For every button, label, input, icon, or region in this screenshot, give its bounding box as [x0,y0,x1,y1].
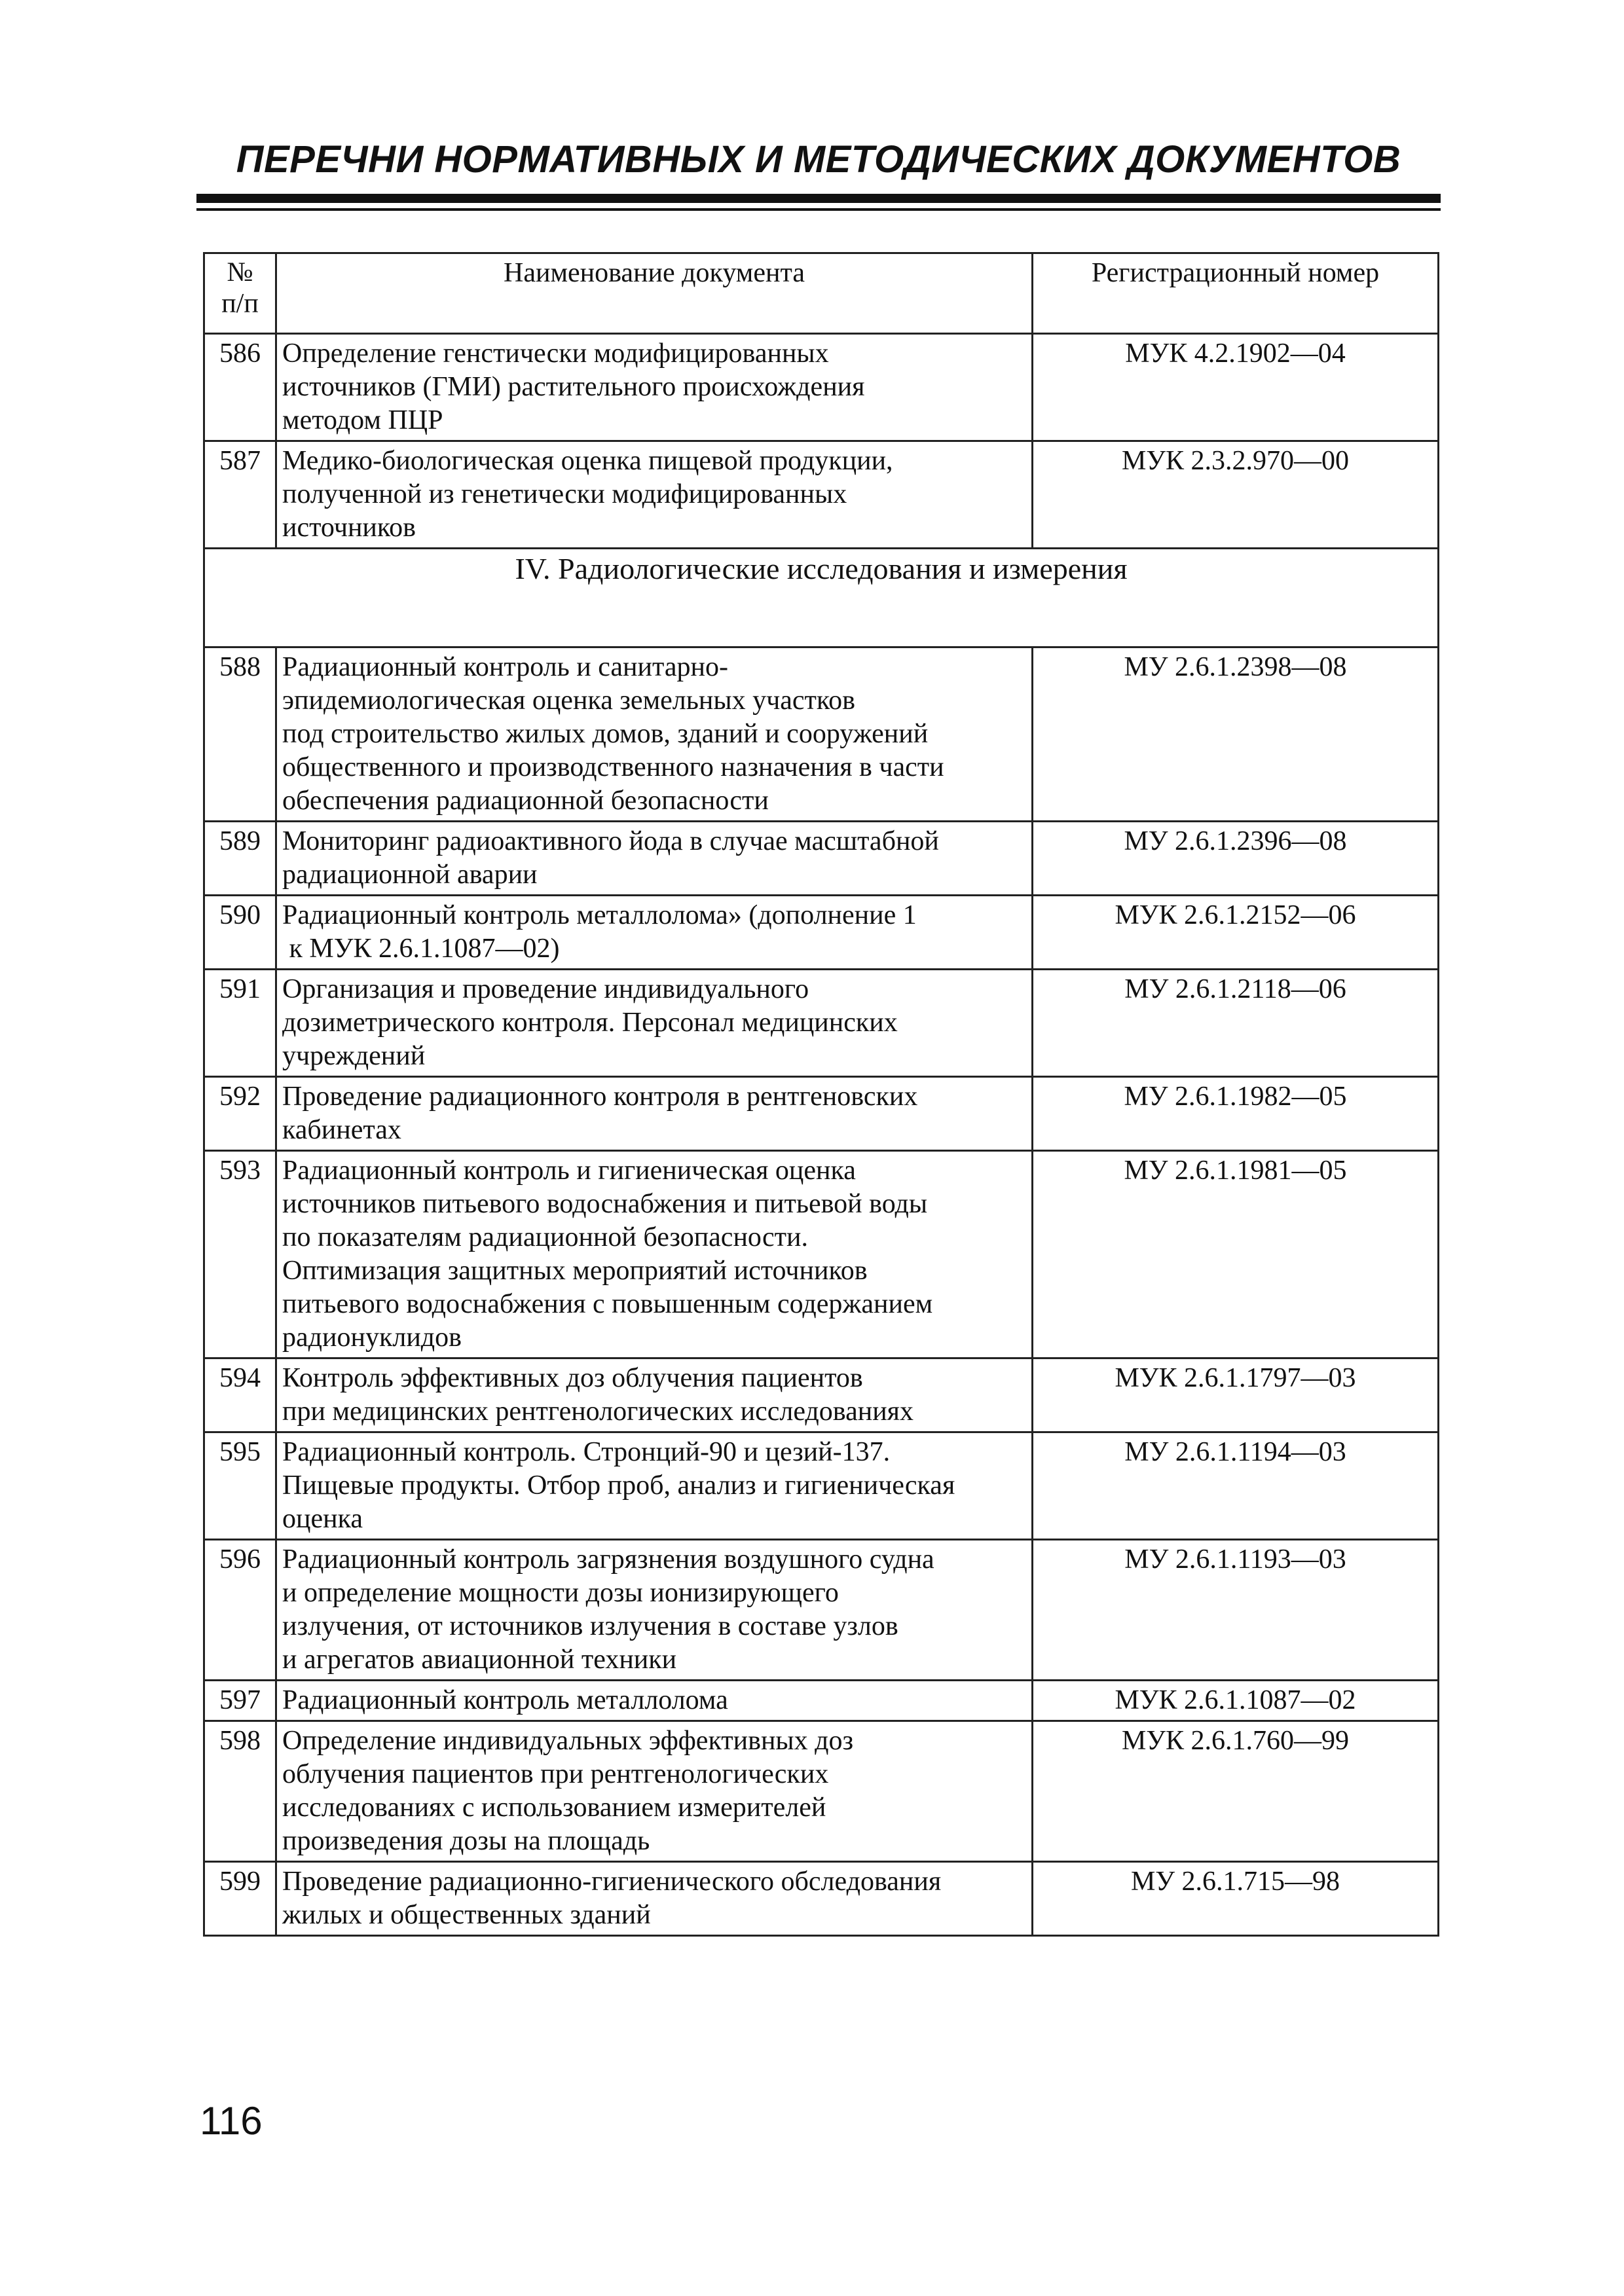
table-row [204,1862,1439,1936]
header-rule-thin [196,208,1441,211]
table-row [204,1721,1439,1862]
table-row [204,1681,1439,1721]
document-name-line: жилых и общественных зданий [282,1900,651,1930]
section-row [204,549,1439,647]
column-header-name: Наименование документа [276,253,1033,334]
document-name-line: Пищевые продукты. Отбор проб, анализ и гигиеническая [282,1470,955,1501]
document-name [276,334,1033,441]
document-name-line: Радиационный контроль и санитарно- [282,652,728,682]
document-name-line: Определение индивидуальных эффективных доз [282,1726,854,1756]
registration-number: МУК 2.6.1.1797—03 [1033,1358,1439,1432]
running-header: ПЕРЕЧНИ НОРМАТИВНЫХ И МЕТОДИЧЕСКИХ ДОКУМЕНТОВ [236,138,1401,181]
documents-table [203,252,1439,1937]
registration-number: МУ 2.6.1.2118—06 [1033,970,1439,1077]
document-name-line: при медицинских рентгенологических исследованиях [282,1396,913,1427]
table-row [204,1358,1439,1432]
column-header-number [204,253,276,334]
registration-number: МУ 2.6.1.1193—03 [1033,1540,1439,1681]
registration-number: МУК 2.6.1.760—99 [1033,1721,1439,1862]
document-name-line: полученной из генетически модифицированных [282,479,847,509]
page-number: 116 [200,2099,263,2143]
document-name-line: общественного и производственного назначения в части [282,752,944,782]
document-name-line: источников (ГМИ) растительного происхождения [282,372,865,402]
row-number: 599 [204,1862,276,1936]
document-name-line: Радиационный контроль загрязнения воздушного судна [282,1544,934,1575]
document-name-line: Контроль эффективных доз облучения пациентов [282,1363,863,1393]
table-row [204,441,1439,549]
row-number: 592 [204,1077,276,1151]
document-name-line: и агрегатов авиационной техники [282,1645,677,1675]
document-name [276,1862,1033,1936]
document-name-line: обеспечения радиационной безопасности [282,786,769,816]
table-header-row [204,253,1439,334]
section-heading: IV. Радиологические исследования и измерения [204,549,1439,647]
document-name-line: кабинетах [282,1115,401,1145]
document-name-line: источников питьевого водоснабжения и питьевой воды [282,1189,928,1219]
row-number: 595 [204,1432,276,1540]
registration-number: МУК 2.6.1.2152—06 [1033,896,1439,970]
row-number: 590 [204,896,276,970]
row-number: 598 [204,1721,276,1862]
document-name-line: Радиационный контроль металлолома [282,1685,728,1715]
column-header-number-abbr: п/п [221,289,259,319]
table-body-genetic [204,334,1439,549]
table-row [204,896,1439,970]
document-name-line: Радиационный контроль. Стронций-90 и цезий-137. [282,1437,891,1467]
document-name [276,1358,1033,1432]
document-name-line: облучения пациентов при рентгенологических [282,1759,829,1789]
row-number: 586 [204,334,276,441]
registration-number: МУК 2.6.1.1087—02 [1033,1681,1439,1721]
document-name-line: Проведение радиационного контроля в рентгеновских [282,1082,918,1112]
row-number: 587 [204,441,276,549]
column-header-reg: Регистрационный номер [1033,253,1439,334]
registration-number: МУ 2.6.1.2396—08 [1033,822,1439,896]
document-name-line: под строительство жилых домов, зданий и сооружений [282,719,929,749]
table-row [204,1432,1439,1540]
row-number: 594 [204,1358,276,1432]
column-header-number-sign: № [227,257,253,287]
table-row [204,1540,1439,1681]
document-name-line: произведения дозы на площадь [282,1826,650,1856]
document-name-line: по показателям радиационной безопасности. [282,1222,808,1252]
row-number: 591 [204,970,276,1077]
row-number: 593 [204,1151,276,1358]
document-name [276,647,1033,822]
document-name-line: Мониторинг радиоактивного йода в случае масштабной [282,826,939,856]
document-name-line: радионуклидов [282,1322,462,1353]
table-row [204,1077,1439,1151]
document-name [276,1432,1033,1540]
document-name-line: и определение мощности дозы ионизирующего [282,1578,839,1608]
document-name [276,1540,1033,1681]
document-name-line: излучения, от источников излучения в составе узлов [282,1611,898,1641]
document-name-line: радиационной аварии [282,860,538,890]
table-row [204,1151,1439,1358]
registration-number: МУ 2.6.1.1194—03 [1033,1432,1439,1540]
document-name [276,1681,1033,1721]
document-name-line: дозиметрического контроля. Персонал медицинских [282,1008,898,1038]
document-name-line: оценка [282,1504,363,1534]
registration-number: МУ 2.6.1.1981—05 [1033,1151,1439,1358]
document-name [276,1721,1033,1862]
document-name-line: эпидемиологическая оценка земельных участков [282,685,855,716]
document-name-line: источников [282,513,416,543]
document-name [276,1077,1033,1151]
document-name-line: Оптимизация защитных мероприятий источников [282,1256,868,1286]
row-number: 589 [204,822,276,896]
document-name-line: Радиационный контроль металлолома» (дополнение 1 [282,900,917,930]
row-number: 597 [204,1681,276,1721]
header-rule-thick [196,194,1441,203]
table-row [204,647,1439,822]
registration-number: МУК 2.3.2.970—00 [1033,441,1439,549]
document-name-line: учреждений [282,1041,426,1071]
document-name-line: методом ПЦР [282,405,443,435]
document-name-line: Организация и проведение индивидуального [282,974,809,1004]
document-name-line: питьевого водоснабжения с повышенным содержанием [282,1289,933,1319]
table-row [204,822,1439,896]
document-name-line: Медико-биологическая оценка пищевой продукции, [282,446,893,476]
registration-number: МУ 2.6.1.715—98 [1033,1862,1439,1936]
document-name-line: Определение генстически модифицированных [282,338,829,369]
registration-number: МУК 4.2.1902—04 [1033,334,1439,441]
registration-number: МУ 2.6.1.1982—05 [1033,1077,1439,1151]
document-name-line: к МУК 2.6.1.1087—02) [282,934,560,964]
document-name [276,970,1033,1077]
table-body-radiology [204,647,1439,1936]
row-number: 588 [204,647,276,822]
document-name [276,896,1033,970]
table-row [204,334,1439,441]
document-name-line: Радиационный контроль и гигиеническая оценка [282,1156,856,1186]
document-name [276,1151,1033,1358]
document-name [276,822,1033,896]
document-name [276,441,1033,549]
registration-number: МУ 2.6.1.2398—08 [1033,647,1439,822]
table-row [204,970,1439,1077]
document-name-line: Проведение радиационно-гигиенического обследования [282,1867,942,1897]
row-number: 596 [204,1540,276,1681]
document-name-line: исследованиях с использованием измерителей [282,1793,826,1823]
